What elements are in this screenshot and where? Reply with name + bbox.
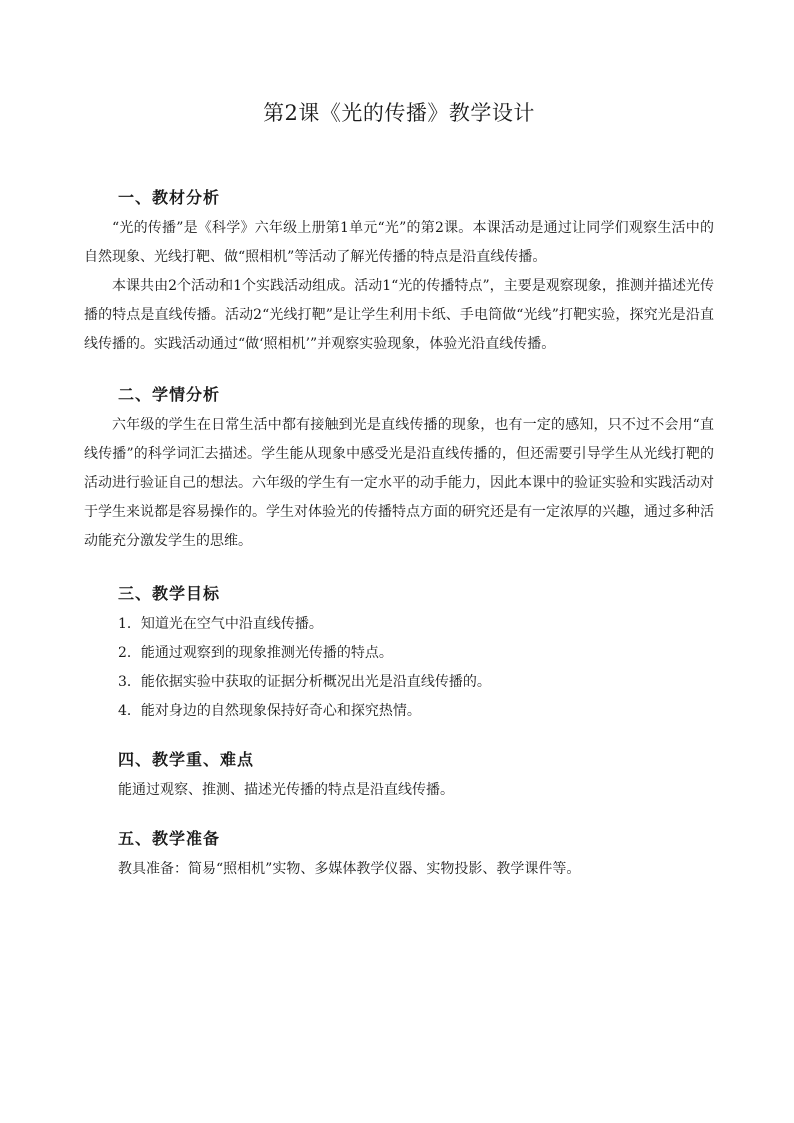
- paragraph: 本课共由2个活动和1个实践活动组成。活动1“光的传播特点”，主要是观察现象，推测并描述光传播的特点是直线传播。活动2“光线打靶”是让学生利用卡纸、手电筒做“光线”打靶实验，探究光是沿直线传播的。实践活动通过“做‘照相机’”并观察实验现象，体验光沿直线传播。: [84, 278, 714, 352]
- list-item: 1．知道光在空气中沿直线传播。: [118, 616, 323, 632]
- list-item: 3．能依据实验中获取的证据分析概况出光是沿直线传播的。: [118, 674, 491, 690]
- list-item: 4．能对身边的自然现象保持好奇心和探究热情。: [118, 703, 421, 719]
- list-item: 2．能通过观察到的现象推测光传播的特点。: [118, 645, 393, 661]
- section-heading: 一、教材分析: [118, 188, 221, 207]
- page-title: 第2课《光的传播》教学设计: [263, 101, 535, 125]
- paragraph: 六年级的学生在日常生活中都有接触到光是直线传播的现象，也有一定的感知，只不过不会用“直线传播”的科学词汇去描述。学生能从现象中感受光是沿直线传播的，但还需要引导学生从光线打靶的活动进行验证自己的想法。六年级的学生有一定水平的动手能力，因此本课中的验证实验和实践活动对于学生来说都是容易操作的。学生对体验光的传播特点方面的研究还是有一定浓厚的兴趣，通过多种活动能充分激发学生的思维。: [84, 417, 714, 549]
- section-textbook-analysis: [84, 186, 714, 359]
- section-key-difficult-points: [84, 748, 714, 805]
- section-text: 教具准备：简易“照相机”实物、多媒体教学仪器、实物投影、教学课件等。: [118, 861, 581, 877]
- section-student-analysis: [84, 383, 714, 556]
- section-text: 能通过观察、推测、描述光传播的特点是沿直线传播。: [118, 782, 454, 798]
- paragraph: “光的传播”是《科学》六年级上册第1单元“光”的第2课。本课活动是通过让同学们观察生活中的自然现象、光线打靶、做“照相机”等活动了解光传播的特点是沿直线传播。: [84, 220, 714, 265]
- section-heading: 二、学情分析: [118, 385, 221, 404]
- section-teaching-preparation: [84, 827, 714, 884]
- section-heading: 五、教学准备: [118, 829, 221, 848]
- section-teaching-objectives: [84, 582, 714, 726]
- section-heading: 四、教学重、难点: [118, 750, 255, 769]
- section-heading: 三、教学目标: [118, 584, 221, 603]
